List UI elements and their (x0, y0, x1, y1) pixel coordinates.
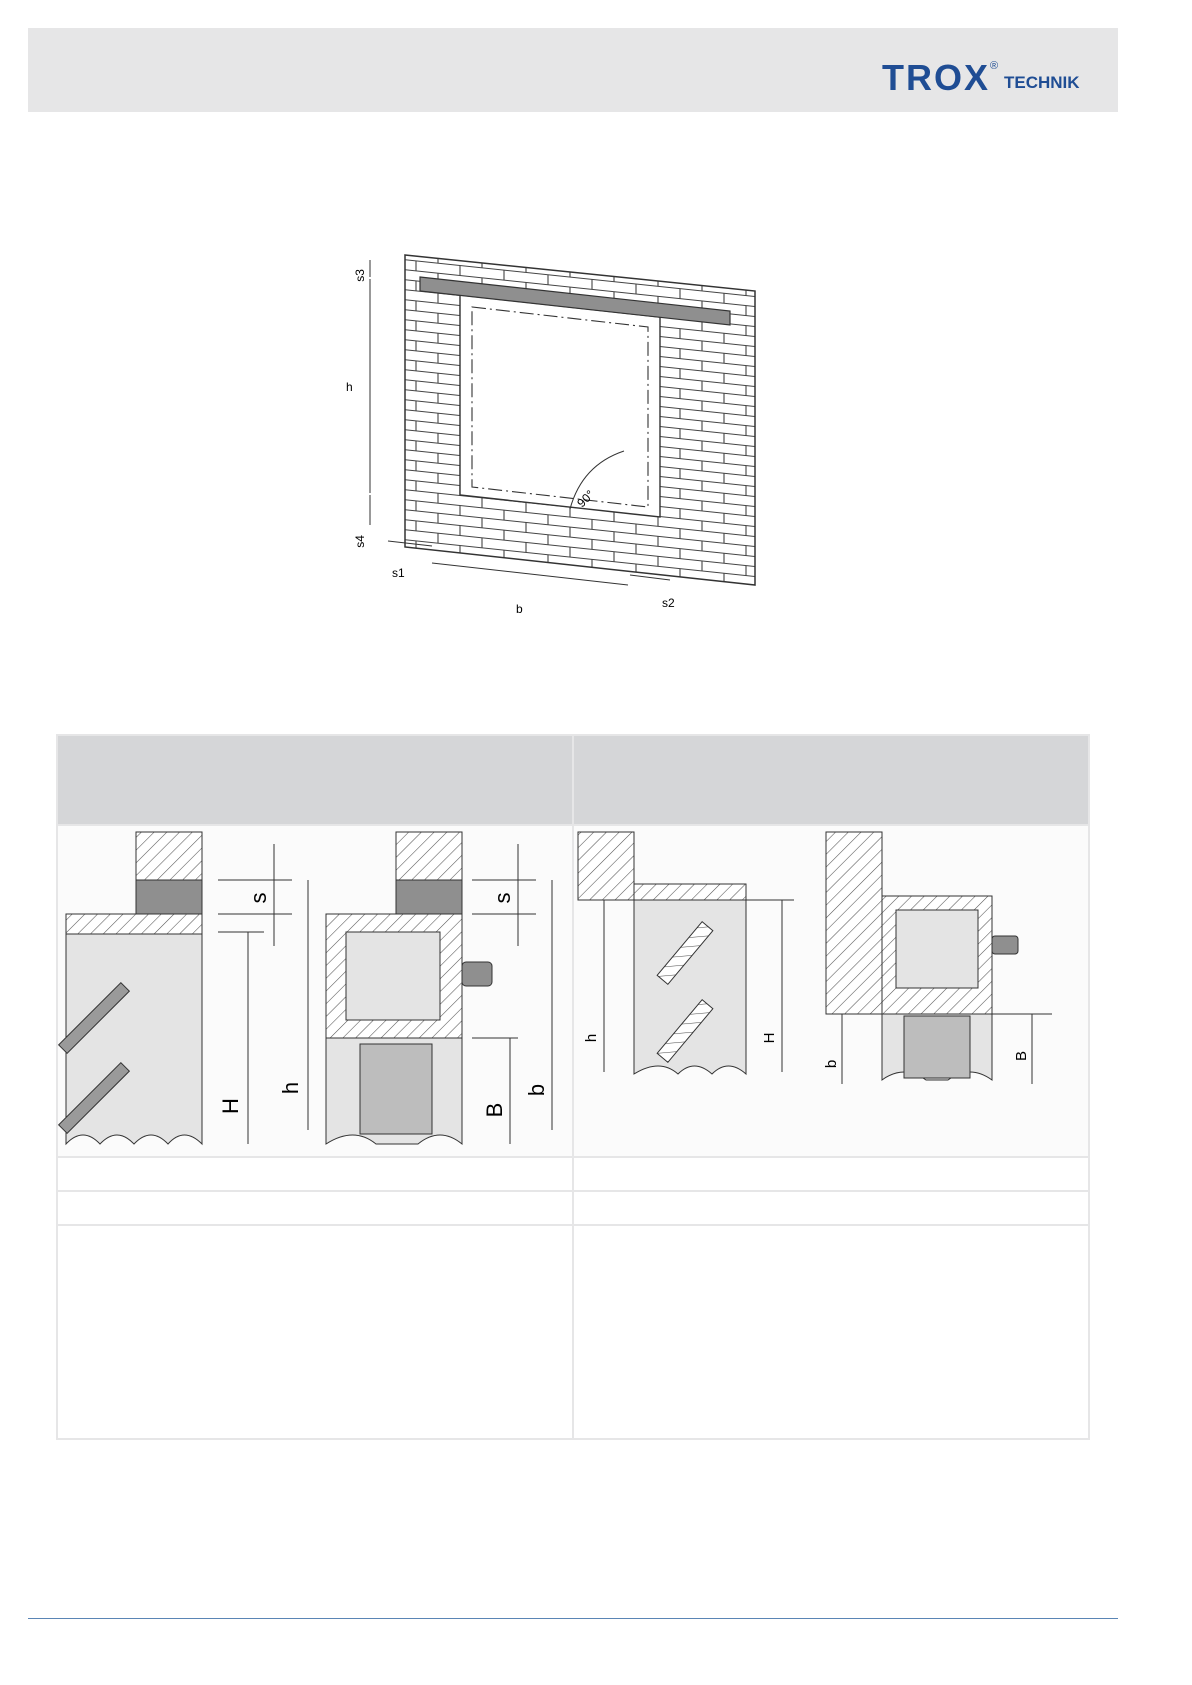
label-h: h (346, 380, 353, 394)
wall-block (136, 832, 202, 880)
label-B: B (482, 1102, 507, 1118)
table-cell (57, 1191, 573, 1225)
label-b: b (524, 1083, 549, 1097)
wall-block (578, 832, 634, 900)
label-B: B (1013, 1050, 1030, 1062)
logo-main-text: TROX (882, 57, 991, 98)
label-H: H (218, 1098, 243, 1114)
installation-opening-drawing (346, 255, 760, 635)
gap-filler (136, 880, 202, 914)
label-b: b (516, 602, 523, 616)
table-drawing-row (57, 825, 1089, 1157)
footer-rule (28, 1618, 1118, 1619)
actuator (992, 936, 1018, 954)
table-cell (573, 1157, 1089, 1191)
wall-block (396, 832, 462, 880)
drawing-cell-right (573, 825, 1089, 1157)
gap-filler (396, 880, 462, 914)
installation-details-table (56, 734, 1090, 1440)
table-cell (57, 1157, 573, 1191)
casing-interior (346, 932, 440, 1020)
wall-block (826, 832, 882, 1014)
duct-insert (904, 1016, 970, 1078)
label-h: h (583, 1033, 600, 1043)
table-header-right (573, 735, 1089, 825)
table-cell (573, 1225, 1089, 1439)
label-h: h (278, 1081, 303, 1095)
logo-sub-text: TECHNIK (1004, 73, 1080, 92)
label-s1: s1 (392, 566, 405, 580)
label-s4: s4 (353, 535, 367, 548)
label-s3: s3 (353, 269, 367, 282)
label-H: H (761, 1032, 778, 1044)
label-s: s (490, 892, 515, 904)
wall-opening (460, 295, 660, 517)
table-header-row (57, 735, 1089, 825)
label-s: s (246, 892, 271, 904)
table-header-left (57, 735, 573, 825)
actuator (462, 962, 492, 986)
duct-insert (360, 1044, 432, 1134)
table-cell (57, 1225, 573, 1439)
drawing-cell-left (57, 825, 573, 1157)
frame-top (66, 914, 202, 934)
label-b: b (823, 1059, 840, 1069)
lightweight-wall-installation-drawing (574, 826, 1089, 1156)
solid-wall-installation-drawing (58, 826, 573, 1156)
table-row (57, 1157, 1089, 1191)
label-s2: s2 (662, 596, 675, 610)
frame-top (634, 884, 746, 900)
logo-registered-mark: ® (990, 60, 999, 72)
casing-interior (896, 910, 978, 988)
damper-body (634, 900, 746, 1074)
table-row (57, 1225, 1089, 1439)
table-row (57, 1191, 1089, 1225)
label-angle: 90° (574, 487, 597, 511)
table-cell (573, 1191, 1089, 1225)
